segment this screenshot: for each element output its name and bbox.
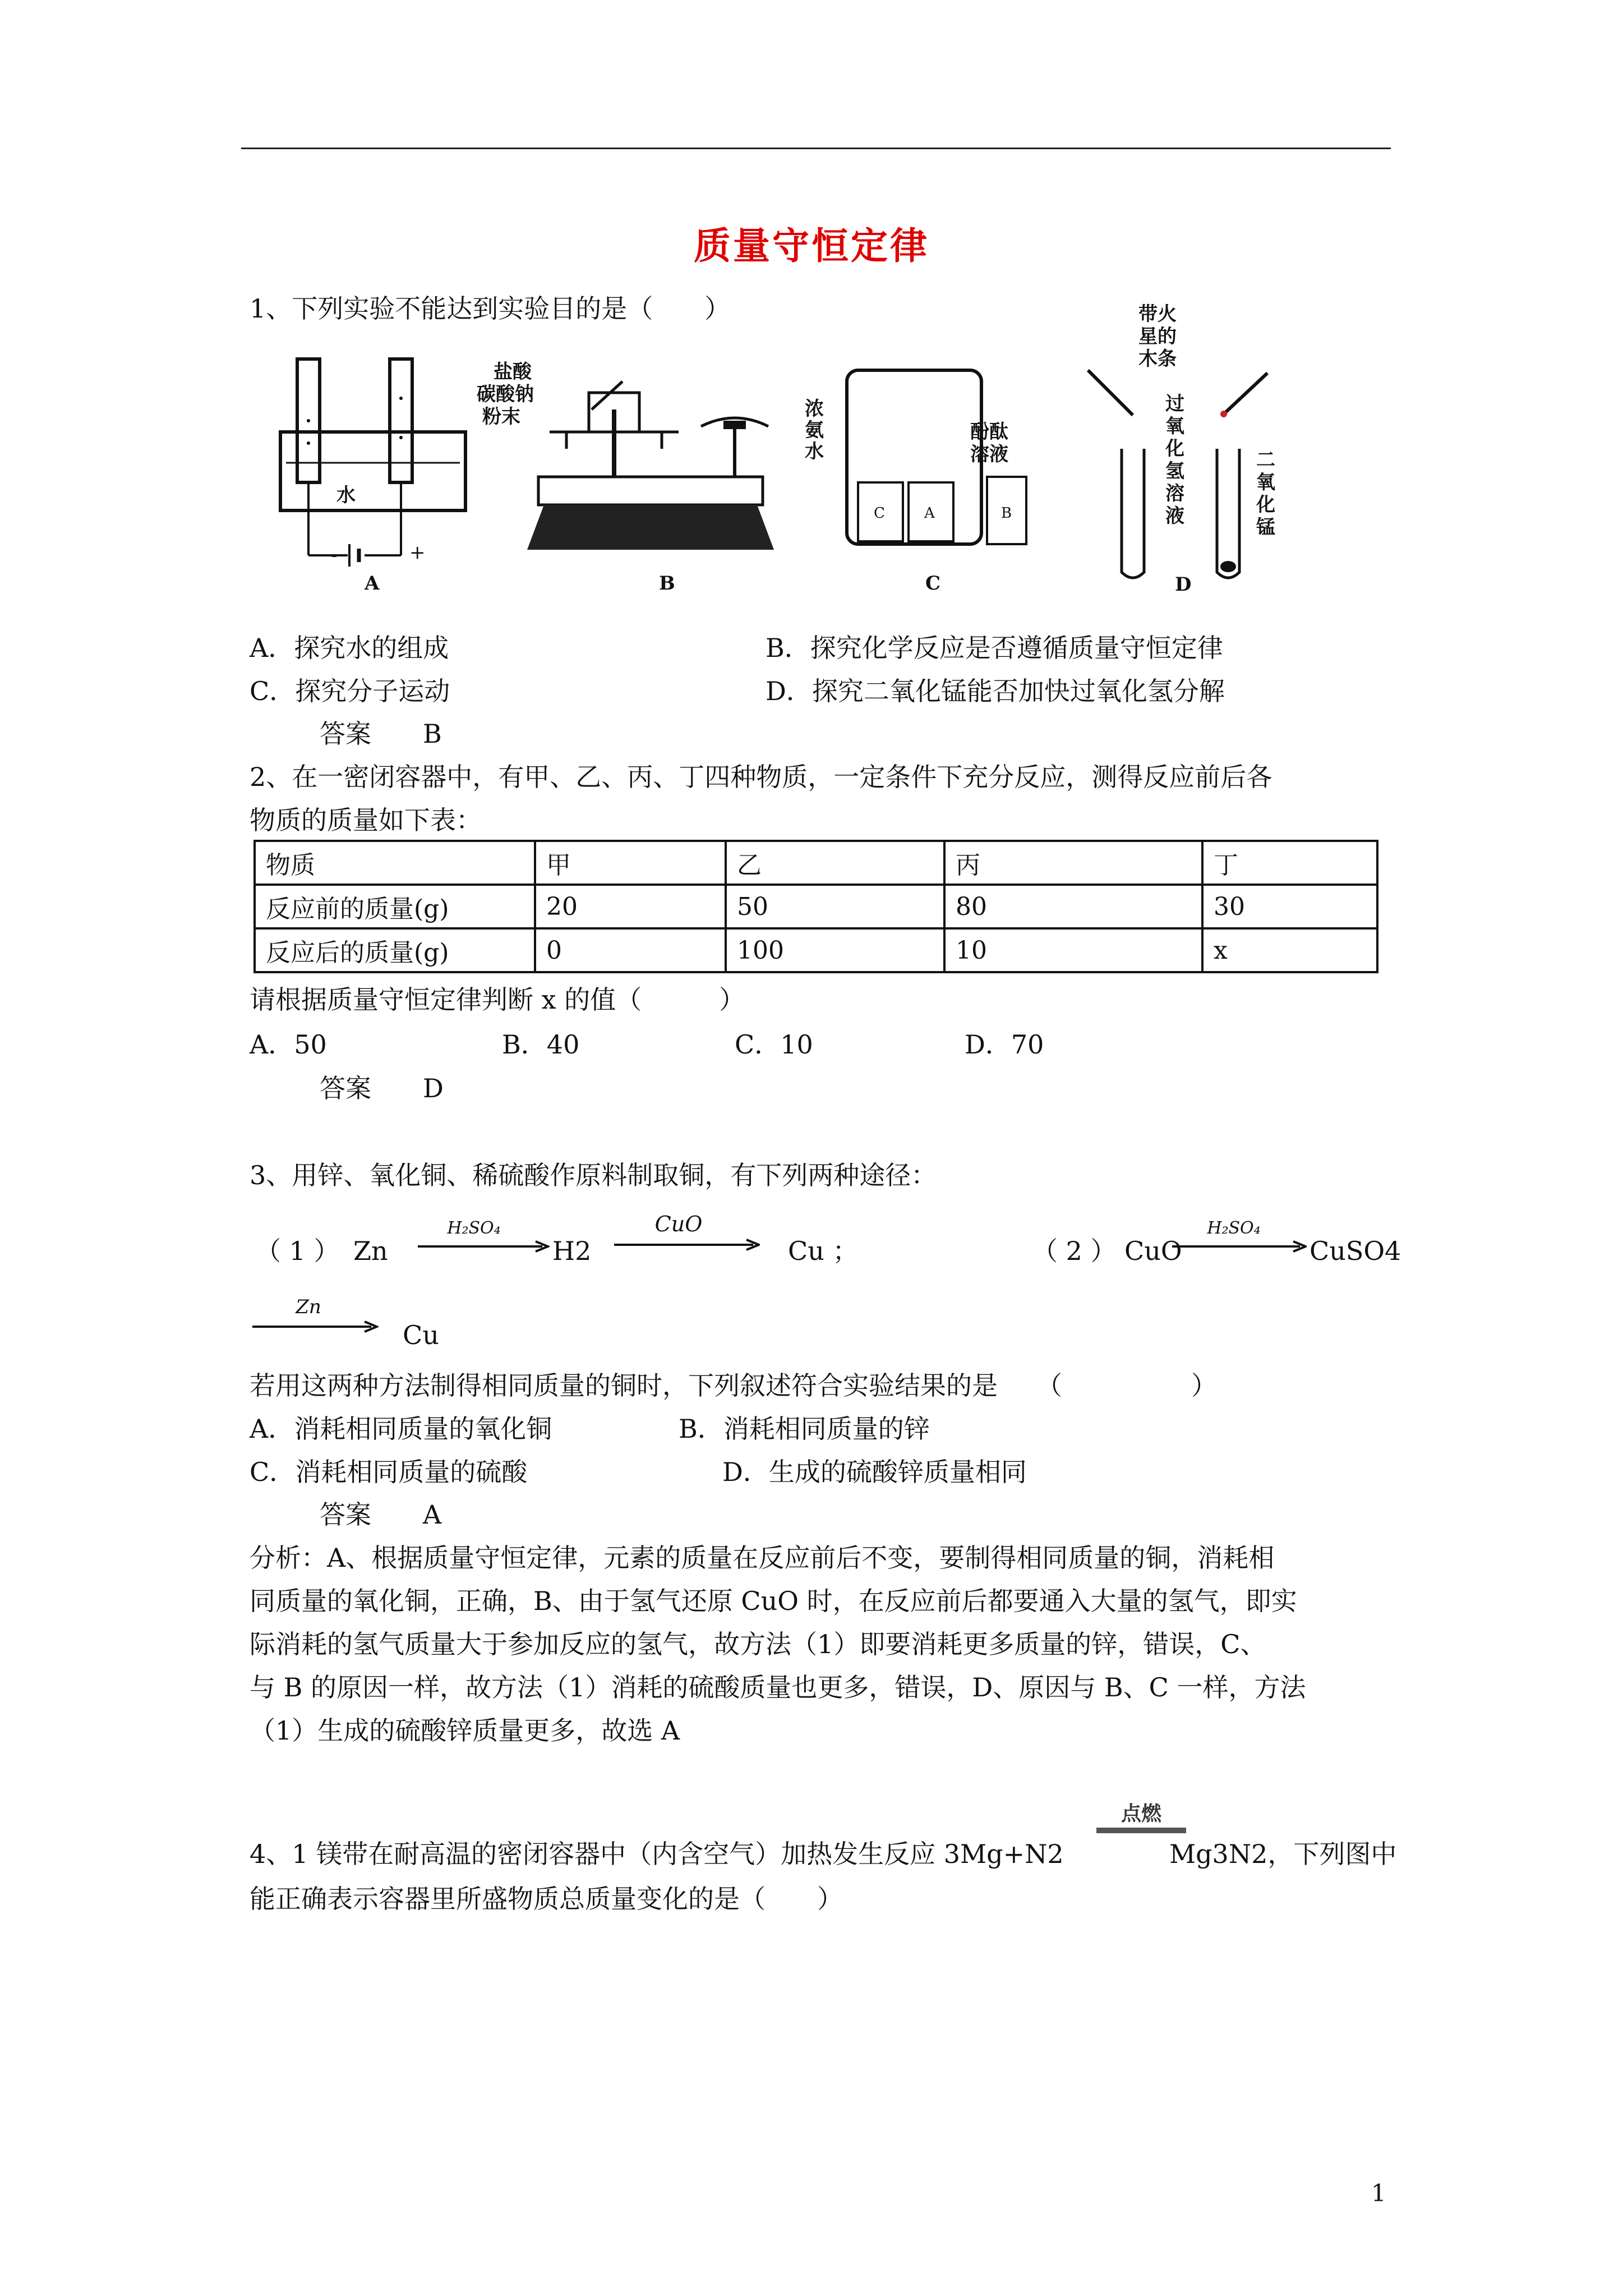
route2-number: （ 2 ） — [1032, 1236, 1117, 1266]
route2-cu: Cu — [403, 1320, 439, 1350]
q2-answer: 答案 D — [320, 1073, 444, 1103]
q3-analysis-line: 同质量的氧化铜，正确，B、由于氢气还原 CuO 时，在反应前后都要通入大量的氢气，即实 — [250, 1586, 1297, 1616]
condition-label: 点燃 — [1121, 1802, 1161, 1825]
q1-option-d: D．探究二氧化锰能否加快过氧化氢分解 — [766, 676, 1225, 706]
q4-line1-part1: 4、1 镁带在耐高温的密闭容器中（内含空气）加热发生反应 3Mg+N2 — [250, 1839, 1064, 1869]
q3-question: 若用这两种方法制得相同质量的铜时，下列叙述符合实验结果的是 （ ） — [250, 1370, 1217, 1401]
label-powder: 粉末 — [482, 406, 520, 428]
route2-arrow-1 — [1172, 1218, 1307, 1257]
condition-bar — [1096, 1828, 1186, 1833]
route2-cuo: CuO — [1124, 1236, 1182, 1266]
label-figure-a: A — [365, 572, 380, 595]
q3-option-c: C．消耗相同质量的硫酸 — [250, 1457, 528, 1487]
q3-answer: 答案 A — [320, 1499, 442, 1530]
table-cell: 乙 — [726, 841, 944, 885]
table-cell: 甲 — [535, 841, 726, 885]
table-cell: 100 — [726, 928, 944, 972]
q3-stem: 3、用锌、氧化铜、稀硫酸作原料制取铜，有下列两种途径： — [250, 1160, 937, 1190]
label-mno2: 二氧化锰 — [1256, 449, 1275, 539]
table-row — [255, 928, 1377, 972]
table-cell: x — [1202, 928, 1377, 972]
label-na2co3: 碳酸钠 — [477, 383, 534, 406]
q3-analysis-line: 与 B 的原因一样，故方法（1）消耗的硫酸质量也更多，错误，D、原因与 B、C 一样，方法 — [250, 1672, 1306, 1703]
reagent-label: H₂SO₄ — [1207, 1218, 1261, 1238]
table-cell: 反应后的质量(g) — [255, 928, 535, 972]
label-figure-c: C — [925, 572, 941, 595]
q3-analysis-line: （1）生成的硫酸锌质量更多，故选 A — [250, 1715, 680, 1746]
route1-arrow-1 — [418, 1218, 550, 1257]
table-cell: 丙 — [944, 841, 1202, 885]
page-number: 1 — [1371, 2179, 1386, 2207]
table-header-row — [255, 841, 1377, 885]
label-plus: + — [409, 541, 426, 564]
label-water: 水 — [336, 484, 356, 507]
label-figure-d: D — [1175, 573, 1192, 596]
figure-a-electrolysis — [275, 342, 488, 597]
label-h2o2-solution: 过氧化氢溶液 — [1165, 393, 1184, 527]
q1-stem: 1、下列实验不能达到实验目的是（ ） — [250, 293, 731, 324]
q2-question: 请根据质量守恒定律判断 x 的值（ ） — [250, 984, 745, 1015]
q2-option-b: B．40 — [502, 1029, 580, 1060]
route1-arrow-2 — [614, 1212, 760, 1255]
figure-d-h2o2 — [1082, 303, 1295, 597]
label-figure-b: B — [659, 572, 675, 595]
mass-table — [253, 840, 1378, 973]
q4-condition — [1096, 1798, 1186, 1833]
header-rule — [241, 148, 1391, 149]
q1-option-c: C．探究分子运动 — [250, 676, 450, 706]
table-cell: 反应前的质量(g) — [255, 885, 535, 928]
route2-arrow-2 — [252, 1296, 379, 1337]
table-cell: 10 — [944, 928, 1202, 972]
q1-option-b: B．探究化学反应是否遵循质量守恒定律 — [766, 633, 1223, 663]
q2-option-d: D．70 — [965, 1029, 1044, 1060]
page-title: 质量守恒定律 — [694, 224, 929, 268]
route1-number: （ 1 ） — [255, 1236, 340, 1266]
table-cell: 50 — [726, 885, 944, 928]
table-cell: 20 — [535, 885, 726, 928]
table-cell: 30 — [1202, 885, 1377, 928]
q3-option-b: B．消耗相同质量的锌 — [679, 1414, 930, 1444]
table-row — [255, 885, 1377, 928]
q2-stem-line1: 2、在一密闭容器中，有甲、乙、丙、丁四种物质，一定条件下充分反应，测得反应前后各 — [250, 762, 1272, 792]
q3-analysis-line: 分析：A、根据质量守恒定律，元素的质量在反应前后不变，要制得相同质量的铜，消耗相 — [250, 1543, 1275, 1573]
reagent-label: CuO — [654, 1212, 703, 1236]
q3-option-a: A．消耗相同质量的氧化铜 — [250, 1414, 552, 1444]
table-cell: 80 — [944, 885, 1202, 928]
route1-cu: Cu ； — [788, 1236, 859, 1266]
label-hcl: 盐酸 — [494, 361, 532, 383]
label-beaker-c: C — [874, 505, 885, 522]
q1-option-a: A．探究水的组成 — [250, 633, 449, 663]
route1-h2: H2 — [552, 1236, 592, 1266]
label-beaker-a: A — [924, 505, 935, 522]
reagent-label: H₂SO₄ — [447, 1218, 501, 1238]
figure-c-molecular-motion — [796, 342, 1038, 597]
q2-stem-line2: 物质的质量如下表： — [250, 805, 482, 835]
label-phenolphthalein: 酚酞溶液 — [970, 421, 1008, 466]
q4-line1-part2: Mg3N2，下列图中 — [1169, 1839, 1397, 1869]
q3-option-d: D．生成的硫酸锌质量相同 — [722, 1457, 1027, 1487]
route1-zn: Zn — [353, 1236, 388, 1266]
label-beaker-b: B — [1001, 505, 1012, 522]
table-cell: 0 — [535, 928, 726, 972]
q3-analysis-line: 际消耗的氢气质量大于参加反应的氢气，故方法（1）即要消耗更多质量的锌，错误，C、 — [250, 1629, 1266, 1659]
reagent-label: Zn — [296, 1296, 321, 1318]
q4-line2: 能正确表示容器里所盛物质总质量变化的是（ ） — [250, 1884, 843, 1914]
q2-option-c: C．10 — [735, 1029, 813, 1060]
q2-option-a: A．50 — [250, 1029, 327, 1060]
label-ammonia: 浓氨水 — [805, 398, 824, 463]
label-minus: - — [331, 544, 338, 567]
q1-answer: 答案 B — [320, 719, 442, 749]
route2-cuso4: CuSO4 — [1310, 1236, 1401, 1266]
table-cell: 物质 — [255, 841, 535, 885]
label-glowing-splint: 带火星的木条 — [1138, 303, 1177, 370]
figure-b-balance — [477, 342, 791, 597]
table-cell: 丁 — [1202, 841, 1377, 885]
